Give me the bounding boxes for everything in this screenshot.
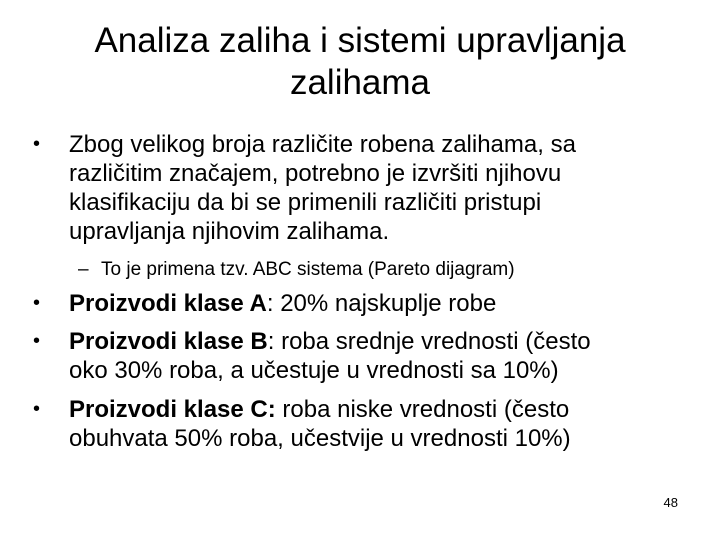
slide-title-line-1: Analiza zaliha i sistemi upravljanja — [94, 21, 626, 60]
class-c-label: Proizvodi klase C: — [69, 396, 276, 423]
sub-bullet-marker: – — [78, 259, 89, 280]
bullet-item-class-a — [33, 289, 693, 318]
bullet-text — [69, 289, 689, 318]
bullet-item-intro — [33, 130, 693, 246]
bullet-line: oko 30% roba, a učestuje u vrednosti sa 10%) — [69, 357, 559, 384]
bullet-text — [69, 327, 689, 385]
sub-bullet-text: To je primena tzv. ABC sistema (Pareto dijagram) — [101, 259, 515, 280]
bullet-marker: • — [33, 292, 41, 314]
bullet-text — [69, 395, 689, 453]
bullet-line — [69, 395, 689, 424]
class-a-description: : 20% najskuplje robe — [266, 290, 497, 317]
class-c-description: roba niske vrednosti (često — [275, 396, 570, 423]
bullet-line: različitim značajem, potrebno je izvršiti njihovu — [69, 160, 562, 187]
bullet-text — [69, 130, 689, 246]
class-a-label: Proizvodi klase A — [69, 290, 267, 317]
bullet-marker: • — [33, 330, 41, 352]
bullet-line: Zbog velikog broja različite robena zalihama, sa — [69, 131, 576, 158]
bullet-marker: • — [33, 398, 41, 420]
sub-bullet-item-abc — [78, 258, 698, 282]
bullet-line — [69, 289, 689, 318]
bullet-item-class-c — [33, 395, 693, 453]
class-b-description: : roba srednje vrednosti (često — [267, 328, 591, 355]
class-b-label: Proizvodi klase B — [69, 328, 268, 355]
bullet-item-class-b — [33, 327, 693, 385]
page-number: 48 — [663, 495, 678, 510]
bullet-line: upravljanja njihovim zalihama. — [69, 218, 390, 245]
bullet-line — [69, 327, 689, 356]
slide-title-line-2: zalihama — [289, 63, 431, 102]
bullet-marker: • — [33, 133, 41, 155]
bullet-line: obuhvata 50% roba, učestvije u vrednosti 10%) — [69, 425, 571, 452]
bullet-line: klasifikaciju da bi se primenili različiti pristupi — [69, 189, 542, 216]
